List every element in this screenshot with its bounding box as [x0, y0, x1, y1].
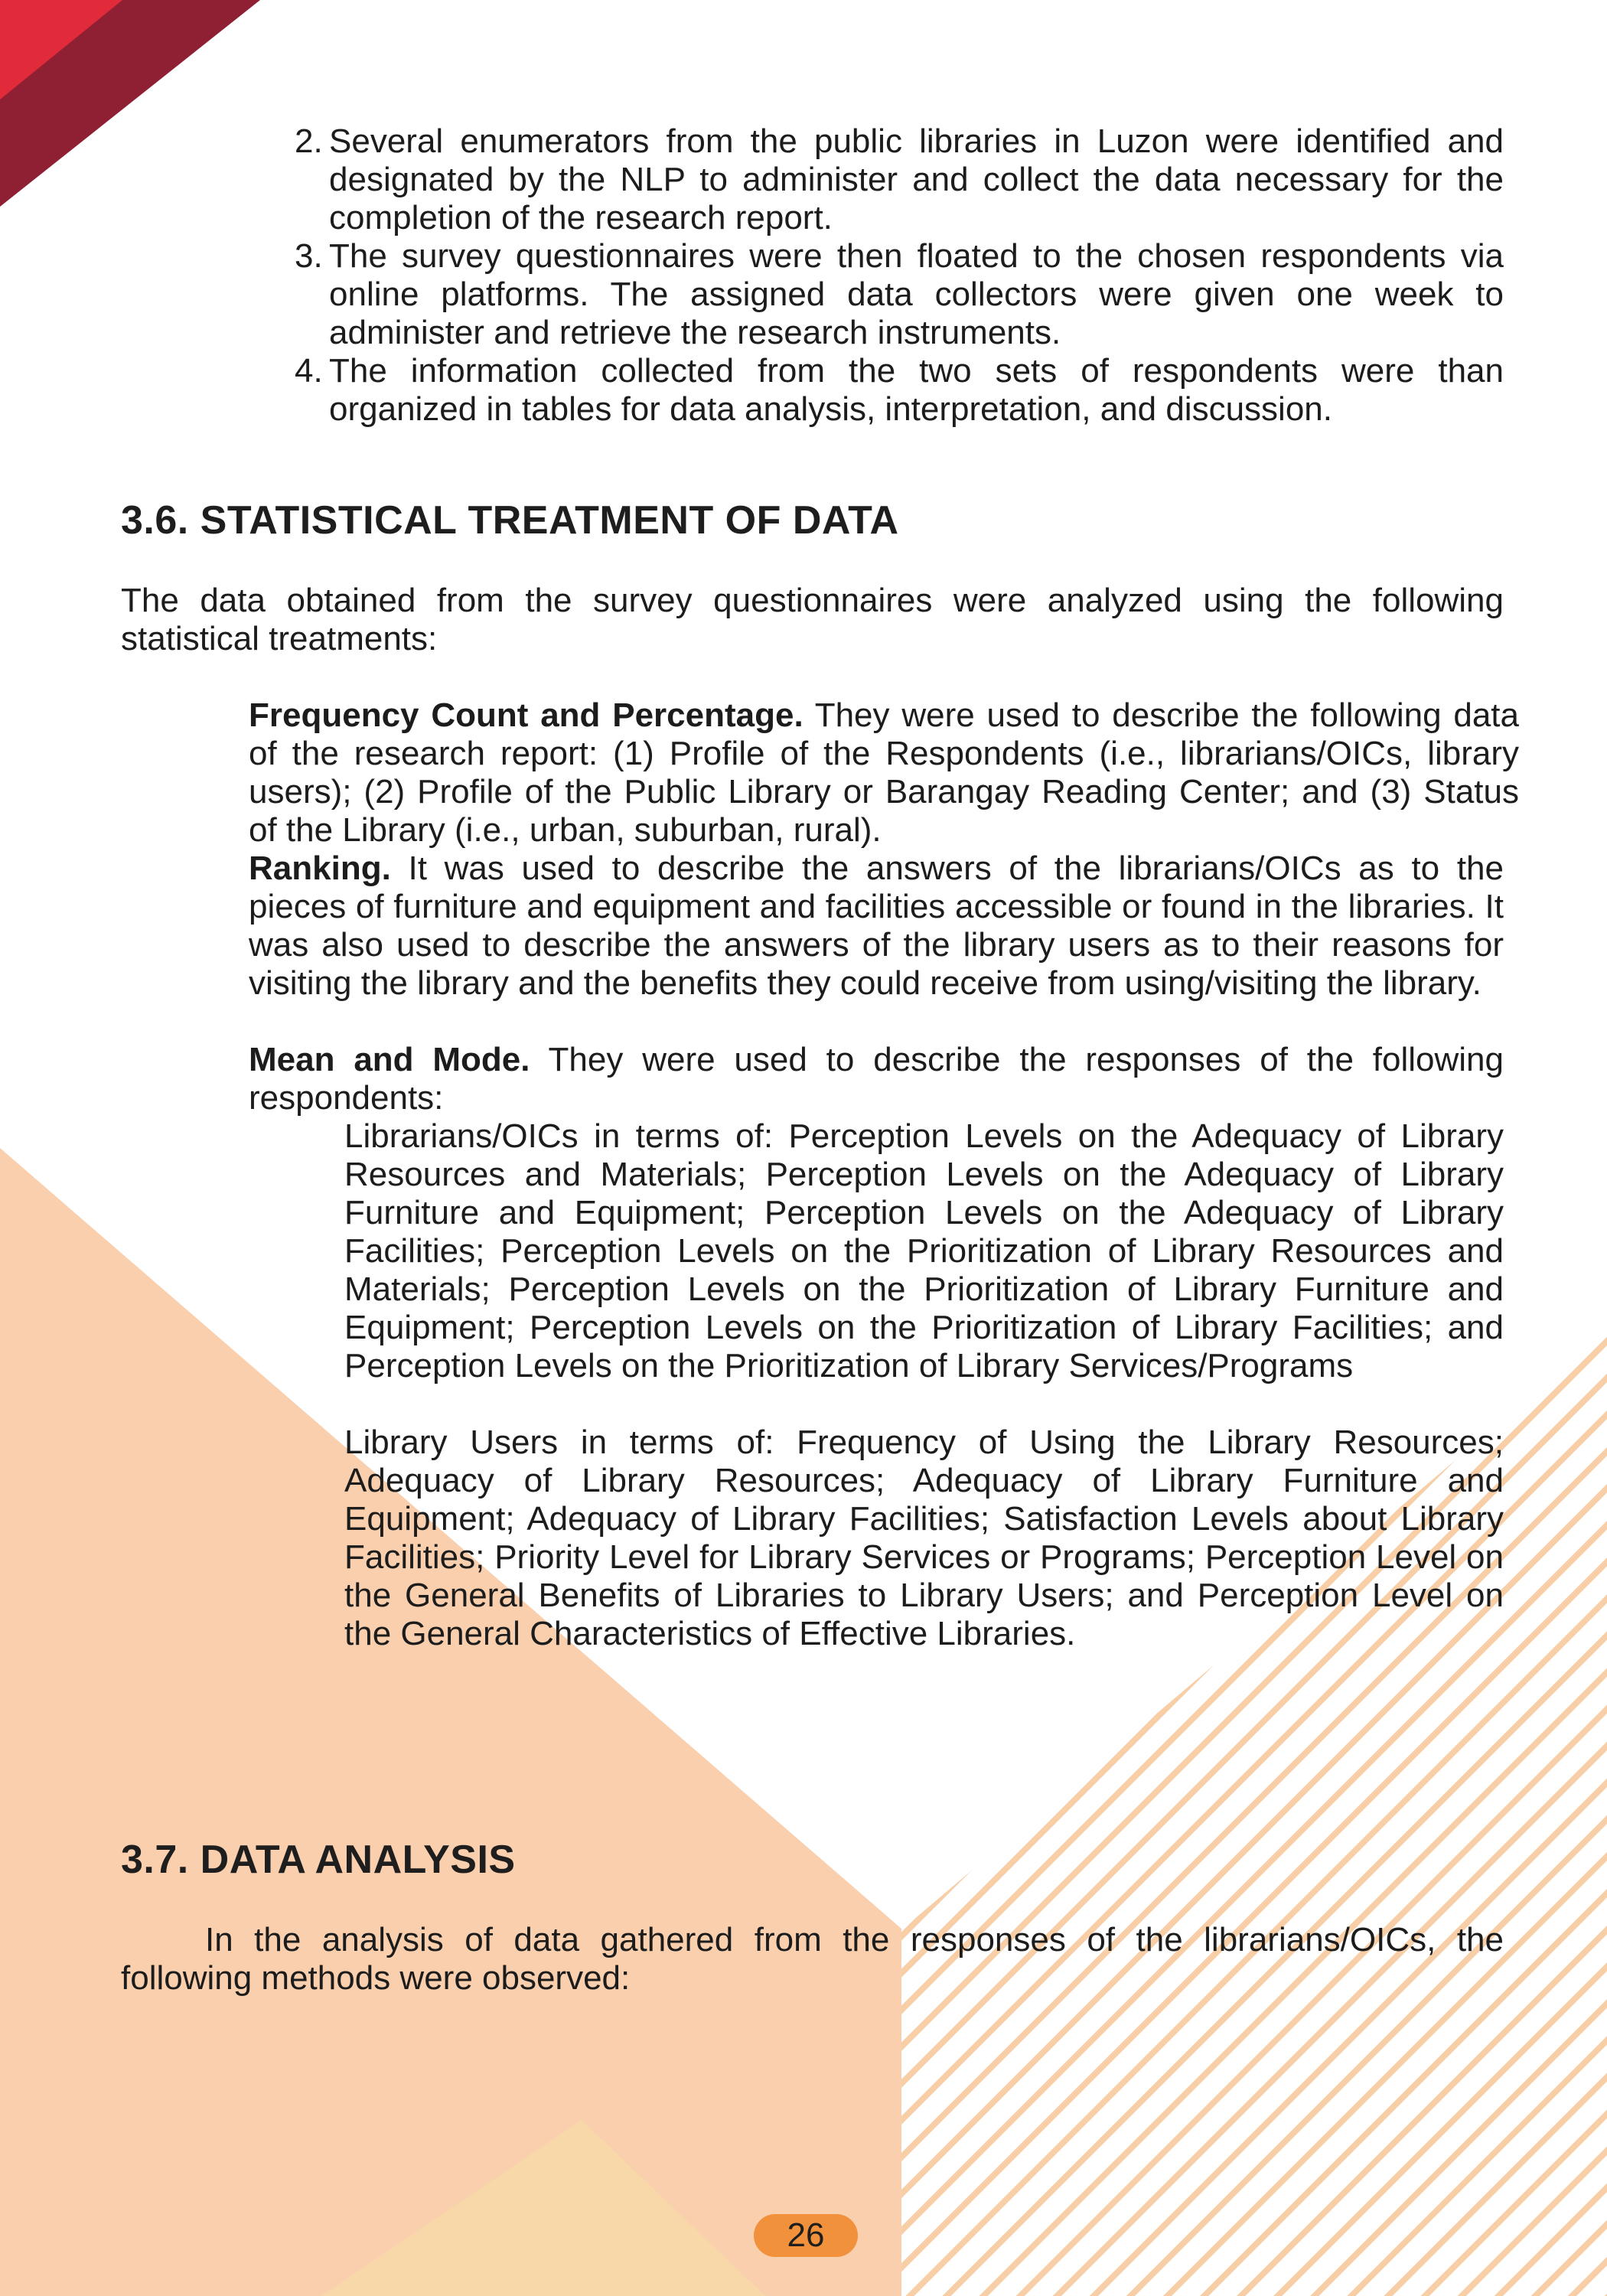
frequency-term: Frequency Count and Percentage.	[249, 696, 804, 734]
mean-mode-text: They were used to describe the responses of the following respondents:	[249, 1041, 1504, 1117]
mean-mode-term: Mean and Mode.	[249, 1041, 530, 1078]
ranking-term: Ranking.	[249, 850, 391, 887]
list-number: 3.	[295, 237, 323, 275]
page-number-badge: 26	[754, 2214, 858, 2257]
section-3-6-intro: The data obtained from the survey questionnaires were analyzed using the following statistical treatments:	[121, 582, 1504, 657]
list-item-2	[295, 122, 1504, 237]
ranking-text: It was used to describe the answers of the librarians/OICs as to the pieces of furniture and equipment and facilities accessible or found in the libraries. It was also used to describe the answers of the library users as to their reasons for visiting the library and the benefits they could receive from using/visiting the library.	[249, 850, 1504, 1002]
librarians-respondents: Librarians/OICs in terms of: Perception Levels on the Adequacy of Library Resources and Materials; Perception Levels on the Adequacy of Library Furniture and Equipment; Perception Levels on the Adequacy of Library Facilities; Perception Levels on the Prioritization of Library Resources and Materials; Perception Levels on the Prioritization of Library Furniture and Equipment; Perception Levels on the Prioritization of Library Facilities; and Perception Levels on the Prioritization of Library Services/Programs	[344, 1117, 1504, 1384]
list-number: 4.	[295, 352, 323, 390]
list-item-4	[295, 352, 1504, 429]
list-text: Several enumerators from the public libraries in Luzon were identified and designated by the NLP to administer and collect the data necessary for the completion of the research report.	[329, 122, 1504, 236]
list-number: 2.	[295, 122, 323, 160]
frequency-paragraph	[249, 696, 1519, 850]
section-heading-3-7: 3.7. DATA ANALYSIS	[121, 1838, 516, 1882]
section-3-7-intro: In the analysis of data gathered from the responses of the librarians/OICs, the following methods were observed:	[121, 1921, 1504, 1997]
mean-mode-paragraph	[249, 1041, 1504, 1117]
library-users-respondents: Library Users in terms of: Frequency of Using the Library Resources; Adequacy of Library Resources; Adequacy of Library Furniture and Equipment; Adequacy of Library Facilities; Satisfaction Levels about Library Facilities; Priority Level for Library Services or Programs; Perception Level on the General Benefits of Libraries to Library Users; and Perception Level on the General Characteristics of Effective Libraries.	[344, 1424, 1504, 1652]
ranking-paragraph	[249, 850, 1504, 1003]
section-heading-3-6: 3.6. STATISTICAL TREATMENT OF DATA	[121, 498, 899, 543]
list-text: The information collected from the two sets of respondents were than organized in tables for data analysis, interpretation, and discussion.	[329, 352, 1504, 428]
list-text: The survey questionnaires were then floated to the chosen respondents via online platforms. The assigned data collectors were given one week to administer and retrieve the research instruments.	[329, 237, 1504, 351]
frequency-text: They were used to describe the following data of the research report: (1) Profile of the Respondents (i.e., librarians/OICs, library users); (2) Profile of the Public Library or Barangay Reading Center; and (3) Status of the Library (i.e., urban, suburban, rural).	[249, 696, 1519, 849]
list-item-3	[295, 237, 1504, 352]
